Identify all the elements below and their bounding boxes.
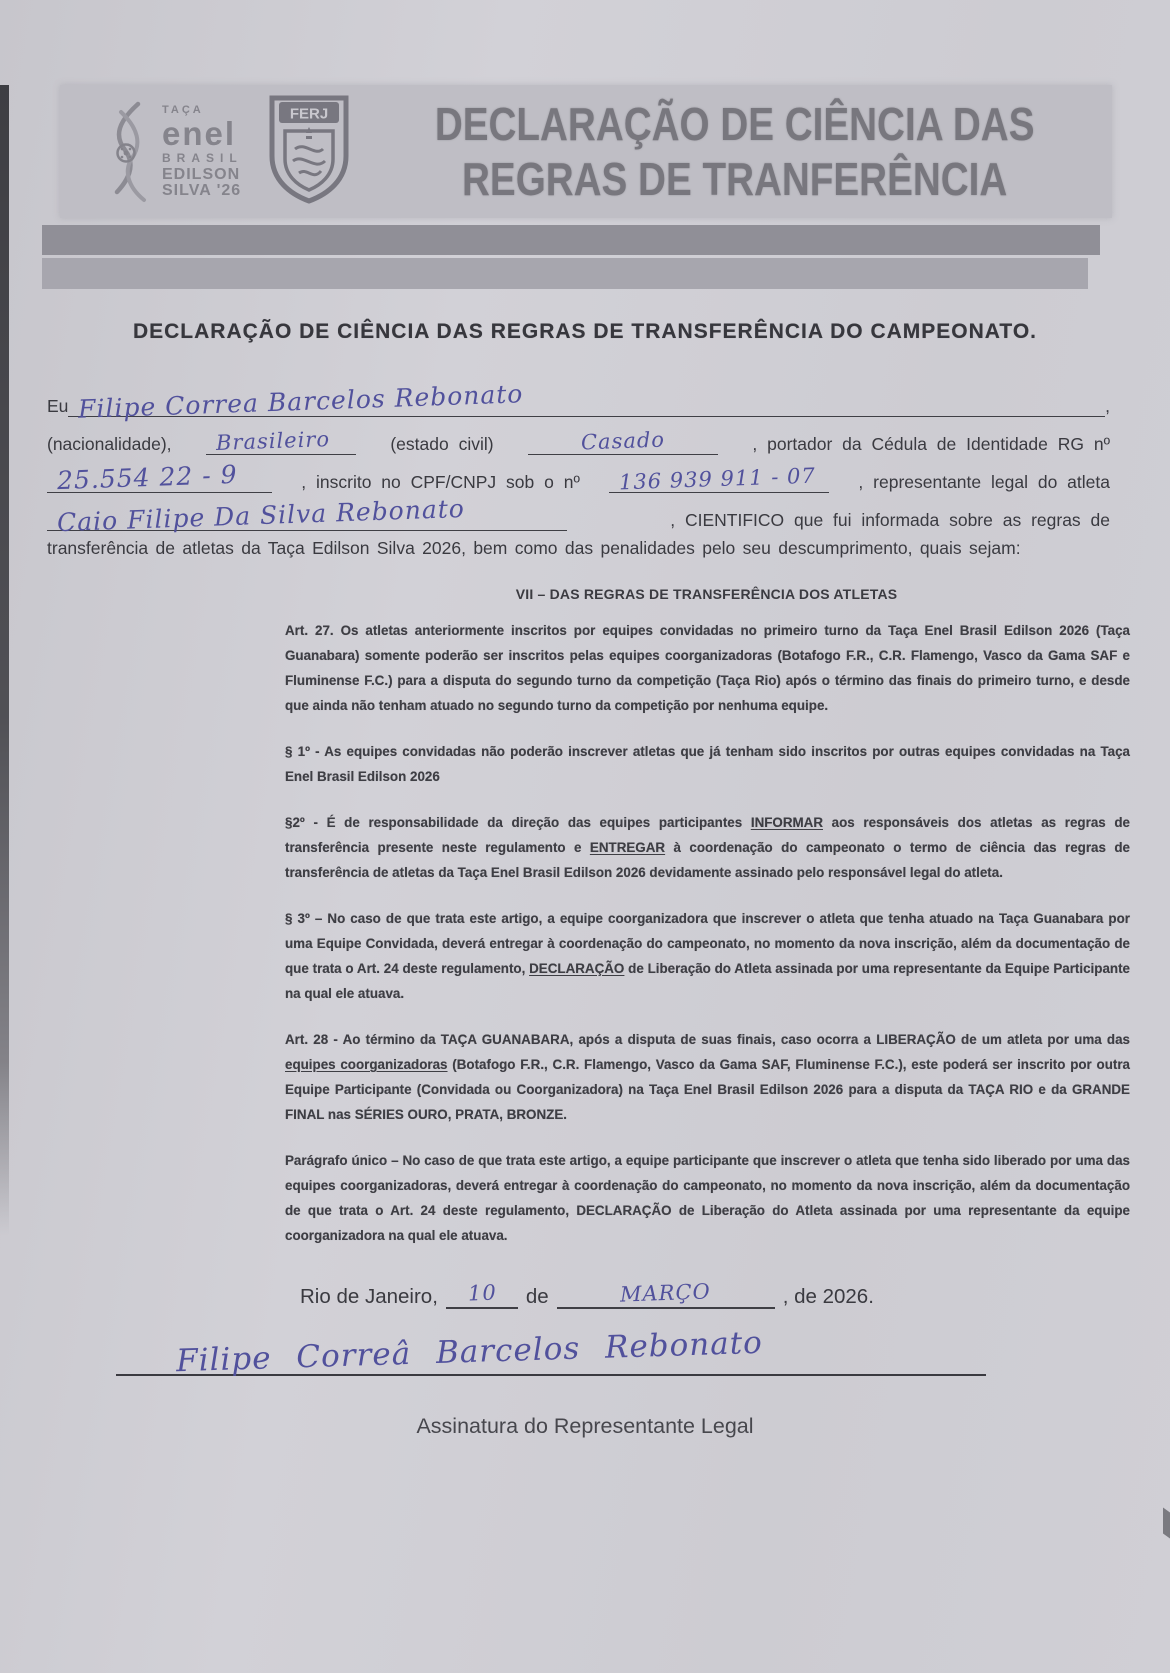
date-month-field — [557, 1279, 775, 1309]
form-line-rg-cpf — [47, 455, 1110, 496]
form-line-name — [47, 377, 1110, 424]
scan-shadow-edge — [0, 85, 9, 1235]
athlete-name-field — [47, 493, 567, 538]
civil-status-label: (estado civil) — [390, 434, 494, 454]
civil-status-handwritten-value: Casado — [580, 427, 666, 455]
paragraph-par-2: §2º - É de responsabilidade da direção das equipes participantes INFORMAR aos responsáveis dos atletas as regras de transferência presente neste regulamento e ENTREGAR à coordenação do campeonato o termo de ciência das regras de transferência de atletas da Taça Enel Brasil Edilson 2026 devidamente assinado pelo responsável legal do atleta. — [285, 815, 1131, 880]
enel-logo-text — [162, 105, 243, 199]
scanned-declaration-document — [0, 85, 1170, 1673]
rg-handwritten-value: 25.554 22 - 9 — [56, 459, 238, 496]
rg-field — [47, 459, 272, 496]
paragraph-paragrafo-unico: Parágrafo único – No caso de que trata este artigo, a equipe participante que inscrever o atleta que tenha sido liberado por uma das equipes coorganizadoras, deverá entregar à coordenação do campeonato, no momento da nova inscrição, além da documentação de que trata o Art. 24 deste regulamento, DECLARAÇÃO de Liberação do Atleta assinada por uma representante da equipe coorganizadora na qual ele atuava. — [285, 1153, 1130, 1243]
paragraph-par-1: § 1º - As equipes convidadas não poderão inscrever atletas que já tenham sido inscritos por outras equipes convidadas na Taça Enel Brasil Edilson 2026 — [285, 744, 1130, 784]
banner-title-line2: REGRAS DE TRANFERÊNCIA — [461, 152, 1007, 205]
section-heading: VII – DAS REGRAS DE TRANSFERÊNCIA DOS ATLETAS — [515, 586, 898, 602]
cpf-handwritten-value: 136 939 911 - 07 — [618, 463, 817, 495]
nationality-field — [206, 427, 356, 455]
logo-enel-label: enel — [162, 114, 237, 152]
name-comma: , — [1105, 396, 1110, 416]
cpf-label: , inscrito no CPF/CNPJ sob o nº — [301, 472, 580, 492]
date-de-label: de — [525, 1285, 549, 1308]
eu-label: Eu — [47, 396, 69, 416]
rg-label: , portador da Cédula de Identidade RG nº — [752, 434, 1110, 454]
logo-silva-label: SILVA '26 — [162, 181, 242, 199]
paragraph-art-27: Art. 27. Os atletas anteriormente inscritos por equipes convidadas no primeiro turno da Taça Enel Brasil Edilson 2026 (Taça Guanabara) somente poderão ser inscritos pelas equipes coorganizadoras (Botafogo F.R., C.R. Flamengo, Vasco da Gama SAF e Fluminense F.C.) para a disputa do segundo turno da competição (Taça Rio) após o término das finais do primeiro turno, e desde que ainda não tenham atuado no segundo turno da competição por nenhuma equipe. — [285, 623, 1130, 713]
signature-handwritten: Filipe Correâ Barcelos Rebonato — [175, 1324, 764, 1380]
rules-paragraphs — [285, 618, 1130, 1248]
ferj-shield-logo — [265, 93, 353, 210]
declaration-form — [47, 377, 1110, 559]
civil-status-field — [528, 427, 718, 455]
name-handwritten-value: Filipe Correa Barcelos Rebonato — [78, 379, 525, 424]
athlete-handwritten-value: Caio Filipe Da Silva Rebonato — [56, 493, 466, 538]
decorative-bar-light — [42, 258, 1088, 289]
signature-label: Assinatura do Representante Legal — [416, 1414, 754, 1438]
banner-title-line1: DECLARAÇÃO DE CIÊNCIA DAS — [434, 98, 1035, 151]
document-title: DECLARAÇÃO DE CIÊNCIA DAS REGRAS DE TRANSFERÊNCIA DO CAMPEONATO. — [132, 320, 1038, 343]
cpf-field — [609, 463, 829, 495]
taca-enel-brasil-logo — [104, 100, 243, 204]
logo-taca-label: TAÇA — [162, 103, 204, 116]
name-field — [68, 379, 1105, 424]
nationality-label: (nacionalidade), — [47, 434, 172, 454]
banner-title — [425, 97, 1043, 206]
ferj-label: FERJ — [289, 105, 328, 123]
date-day-field — [446, 1282, 518, 1309]
scan-artifact — [1163, 1508, 1170, 1539]
nationality-handwritten-value: Brasileiro — [215, 427, 331, 455]
date-year-label: , de 2026. — [782, 1285, 874, 1308]
logo-edilson-label: EDILSON — [162, 165, 241, 183]
date-line — [300, 1269, 1170, 1309]
representative-label: , representante legal do atleta — [858, 472, 1110, 492]
date-month-handwritten-value: MARÇO — [619, 1279, 712, 1307]
form-line-athlete — [47, 493, 1110, 538]
header-banner — [60, 85, 1112, 218]
form-line-nationality — [47, 417, 1110, 455]
paragraph-par-3: § 3º – No caso de que trata este artigo, a equipe coorganizadora que inscrever o atleta que tenha atuado na Taça Guanabara por uma Equipe Convidada, deverá entregar à coordenação do campeonato, no momento da nova inscrição, além da documentação de que trata o Art. 24 deste regulamento, DECLARAÇÃO de Liberação do Atleta assinada por uma representante da Equipe Participante na qual ele atuava. — [285, 911, 1130, 1001]
paragraph-art-28: Art. 28 - Ao término da TAÇA GUANABARA, após a disputa de suas finais, caso ocorra a LIBERAÇÃO de um atleta por uma das equipes coorganizadoras (Botafogo F.R., C.R. Flamengo, Vasco da Gama SAF, Fluminense F.C.), este poderá ser inscrito por outra Equipe Participante (Convidada ou Coorganizadora) na Taça Enel Brasil Edilson 2026 para a disputa da TAÇA RIO e da GRANDE FINAL nas SÉRIES OURO, PRATA, BRONZE. — [285, 1032, 1130, 1122]
decorative-bar-dark — [42, 225, 1100, 255]
signature-line — [116, 1324, 986, 1380]
cientifico-label: , CIENTIFICO que fui informada sobre as regras de — [670, 510, 1110, 530]
date-day-handwritten-value: 10 — [467, 1280, 497, 1306]
flame-swirl-icon — [104, 100, 158, 204]
logo-brasil-label: BRASIL — [162, 150, 243, 165]
form-closing-line: transferência de atletas da Taça Edilson Silva 2026, bem como das penalidades pelo seu descumprimento, quais sejam: — [47, 538, 1021, 558]
date-city-label: Rio de Janeiro, — [300, 1285, 438, 1308]
